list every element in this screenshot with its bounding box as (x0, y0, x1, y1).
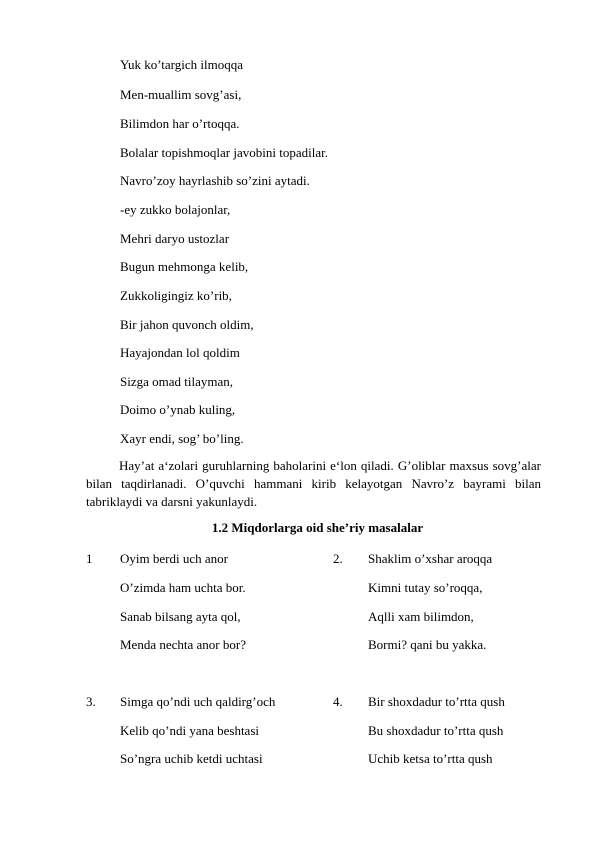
riddle-line: O’zimda ham uchta bor. (120, 580, 246, 595)
poem-line: Bir jahon quvonch oldim, (120, 317, 254, 332)
riddle-line: Aqlli xam bilimdon, (368, 609, 474, 624)
riddle-line: Bu shoxdadur to’rtta qush (368, 723, 504, 738)
riddle-line: Uchib ketsa to’rtta qush (368, 751, 493, 766)
riddle-line: Menda nechta anor bor? (120, 637, 246, 652)
poem-line: Hayajondan lol qoldim (120, 345, 240, 360)
riddle-line: Shaklim o’xshar aroqqa (368, 551, 493, 566)
riddle-line: So’ngra uchib ketdi uchtasi (120, 751, 263, 766)
poem-line: Yuk ko’targich ilmoqqa (120, 57, 244, 72)
poem-line: Zukkoligingiz ko’rib, (120, 288, 232, 303)
riddle-line: Sanab bilsang ayta qol, (120, 609, 241, 624)
section-heading: 1.2 Miqdorlarga oid she’riy masalalar (211, 520, 424, 535)
poem-line: Doimo o’ynab kuling, (120, 402, 236, 417)
poem-line: Mehri daryo ustozlar (120, 231, 230, 246)
poem-line: -ey zukko bolajonlar, (120, 202, 231, 217)
riddle-number: 4. (333, 694, 343, 709)
poem-line: Bugun mehmonga kelib, (120, 259, 249, 274)
riddle-number: 2. (333, 551, 343, 566)
closing-paragraph (86, 457, 541, 511)
poem-line: Xayr endi, sog’ bo’ling. (120, 431, 244, 446)
riddle-line: Kimni tutay so’roqqa, (368, 580, 483, 595)
riddle-number: 1 (86, 551, 93, 566)
poem-line: Bolalar topishmoqlar javobini topadilar. (120, 145, 328, 160)
poem-line: Sizga omad tilayman, (120, 374, 234, 389)
poem-line: Bilimdon har o’rtoqqa. (120, 116, 240, 131)
riddle-line: Bir shoxdadur to’rtta qush (368, 694, 505, 709)
riddle-line: Simga qo’ndi uch qaldirg’och (120, 694, 276, 709)
poem-line: Navro’zoy hayrlashib so’zini aytadi. (120, 173, 310, 188)
riddle-line: Oyim berdi uch anor (120, 551, 228, 566)
riddle-line: Bormi? qani bu yakka. (368, 637, 487, 652)
riddle-line: Kelib qo’ndi yana beshtasi (120, 723, 259, 738)
riddle-number: 3. (86, 694, 96, 709)
closing-paragraph-text: Hay’at a‘zolari guruhlarning baholarini e‘lon qiladi. G’oliblar maxsus sovg’alar bilan taqdirlanadi. O’quvchi hammani kirib kelayotgan Navro’z bayrami bilan tabriklaydi va darsni yakunlaydi. (86, 458, 541, 509)
poem-line: Men-muallim sovg’asi, (120, 87, 242, 102)
